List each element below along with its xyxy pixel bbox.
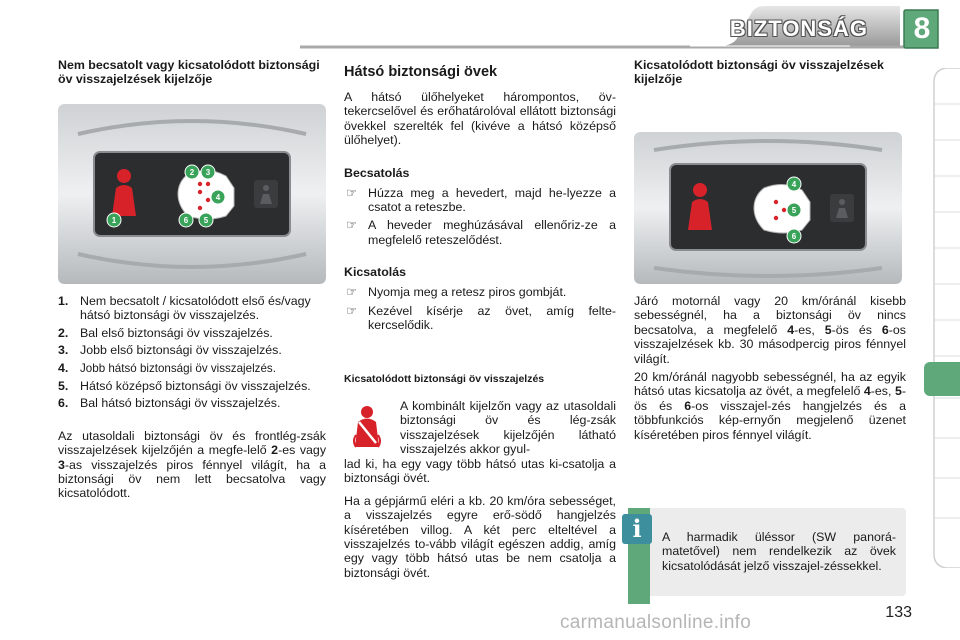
airbag-off-icon — [830, 194, 854, 222]
chapter-title: BIZTONSÁG — [729, 16, 868, 41]
rear-indicator-panel-image — [634, 132, 902, 284]
fastening-list — [344, 186, 616, 248]
page-number: 133 — [885, 604, 912, 621]
pointer-icon: ☞ — [346, 185, 358, 200]
label-6: 6 — [791, 232, 797, 241]
seatbelt-warning-icon — [350, 405, 384, 449]
label-5: 5 — [203, 216, 209, 225]
right-heading: Kicsatolódott biztonsági öv visszajelzések kijelzője — [634, 58, 884, 86]
left-paragraph: Az utasoldali biztonsági öv és frontlég-zsák visszajelzések kijelzőjén a megfe-lelő 2-es vagy 3-as visszajelzés piros fénnyel világít, ha a biztonsági öv nem lett becsatolva vagy kicsatolódott. — [58, 428, 327, 501]
label-5: 5 — [791, 206, 797, 215]
speed-paragraph: Ha a gépjármű eléri a kb. 20 km/óra sebességet, a visszajelzés egyre erő-södő hangjelzés kíséretében villog. A két perc elteltével a visszajelzés to-vább világít egészen addig, amíg egy vagy több hátsó utas be nem csatolja a biztonsági övét. — [344, 493, 616, 580]
section-title: Hátsó biztonsági övek — [344, 64, 498, 80]
list-item: 3. Jobb első biztonsági öv visszajelzés. — [58, 343, 282, 358]
column-right — [634, 58, 906, 442]
pointer-icon: ☞ — [346, 285, 358, 300]
info-icon: i — [622, 514, 652, 544]
unfastening-title: Kicsatolás — [344, 265, 406, 280]
chapter-number: 8 — [913, 12, 931, 45]
airbag-off-icon — [254, 180, 278, 208]
left-heading: Nem becsatolt vagy kicsatolódott biztonsági öv visszajelzések kijelzője — [58, 58, 320, 86]
watermark: carmanualsonline.info — [560, 612, 752, 633]
indicator-panel-image — [58, 104, 326, 284]
warning-block — [344, 399, 616, 457]
right-paragraph-1: Járó motornál vagy 20 km/óránál kisebb sebességnél, ha a biztonsági öv nincs becsatolva, a megfelelő 4-es, 5-ös és 6-os visszajelzések kb. 30 másodpercig piros fénnyel világít. — [634, 294, 906, 366]
fastening-title: Becsatolás — [344, 165, 410, 180]
label-4: 4 — [215, 193, 221, 202]
label-4: 4 — [791, 180, 797, 189]
list-item: 1. Nem becsatolt / kicsatolódott első és/vagy hátsó biztonsági öv visszajelzés. — [58, 294, 311, 323]
pointer-icon: ☞ — [346, 303, 358, 318]
unfastening-list — [344, 285, 616, 332]
list-item: ☞ Kezével kísérje az övet, amíg felte-kercselődik. — [346, 303, 616, 333]
list-item: 6. Bal hátsó biztonsági öv visszajelzés. — [58, 396, 281, 411]
pointer-icon: ☞ — [346, 218, 358, 233]
list-item: 5. Hátsó középső biztonsági öv visszajelzés. — [58, 379, 311, 394]
list-item: 2. Bal első biztonsági öv visszajelzés. — [58, 325, 273, 340]
right-paragraph-2: 20 km/óránál nagyobb sebességnél, ha az egyik hátsó utas kicsatolja az övét, a megfelelő 4-es, 5-ös és 6-os visszajel-zés hangjelzés és a többfunkciós kép-ernyőn megjelenő üzenet kíséretében piros fénnyel világít. — [634, 370, 907, 442]
label-2: 2 — [189, 168, 195, 177]
page-header — [0, 0, 960, 50]
intro-paragraph: A hátsó ülőhelyeket hárompontos, öv-tekercselővel és erőhatárolóval ellátott biztonsági övekkel szerelték fel (kivéve a hátsó középső ülőhelyet). — [344, 90, 616, 148]
info-text: A harmadik üléssor (SW panorá-matetővel) nem rendelkezik az övek kicsatolódását jelző visszajel-zéssekkel. — [662, 530, 896, 573]
column-middle — [344, 58, 616, 580]
column-left — [58, 58, 326, 501]
label-1: 1 — [111, 216, 117, 225]
list-item: ☞ Nyomja meg a retesz piros gombját. — [346, 285, 567, 300]
warning-text-1: A kombinált kijelzőn vagy az utasoldali biztonsági öv és lég-zsák visszajelzések kijelzőjén látható visszajelzés akkor gyul- — [400, 398, 616, 457]
edge-tabs — [926, 68, 960, 568]
unfastened-warning-title: Kicsatolódott biztonsági öv visszajelzés — [344, 373, 545, 386]
list-item: ☞ A heveder meghúzásával ellenőriz-ze a megfelelő reteszelődést. — [346, 218, 616, 247]
label-6: 6 — [183, 216, 189, 225]
list-item: ☞ Húzza meg a hevedert, majd he-lyezze a csatot a reteszbe. — [346, 185, 616, 215]
warning-text-2: lad ki, ha egy vagy több hátsó utas ki-csatolja a biztonsági övét. — [344, 456, 616, 486]
edge-tab-active — [924, 362, 960, 396]
list-item: 4. Jobb hátsó biztonsági öv visszajelzés. — [58, 360, 276, 375]
label-3: 3 — [205, 168, 211, 177]
indicator-list — [58, 294, 326, 411]
